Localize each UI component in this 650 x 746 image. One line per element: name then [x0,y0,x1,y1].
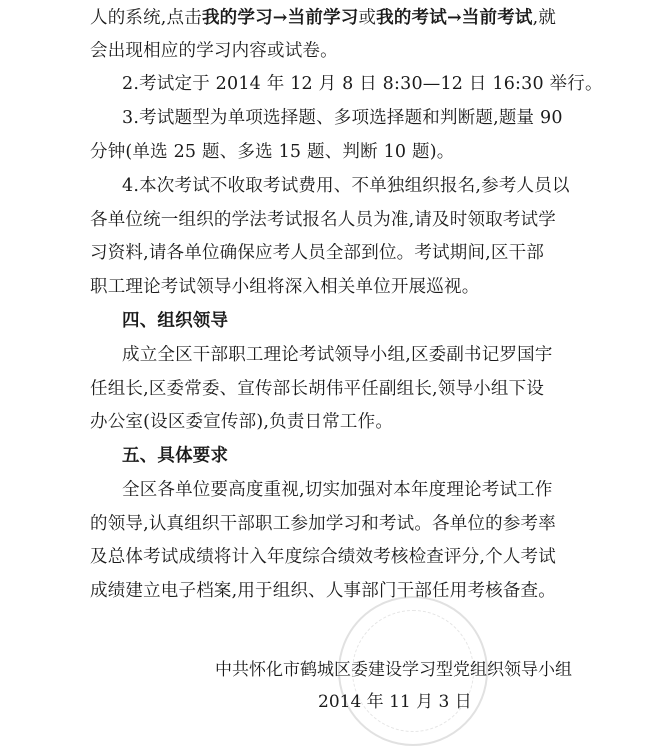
text-run: 或 [358,8,377,28]
body-line-1 [90,6,650,30]
text-run: 人的系统,点击 [90,8,202,28]
body-line-5: 分钟(单选 25 题、多选 15 题、判断 10 题)。 [90,142,455,162]
body-line-10: 成立全区干部职工理论考试领导小组,区委副书记罗国宇 [122,345,553,365]
section-heading-5: 五、具体要求 [122,446,229,466]
body-line-2: 会出现相应的学习内容或试卷。 [90,41,338,61]
bold-run-my-study: 我的学习→当前学习 [201,8,359,28]
item-3-question-types: 3.考试题型为单项选择题、多项选择题和判断题,题量 90 [122,108,563,128]
signature-org: 中共怀化市鹤城区委建设学习型党组织领导小组 [215,660,572,680]
bold-run-my-exam: 我的考试→当前考试 [376,8,533,28]
body-line-7: 各单位统一组织的学法考试报名人员为准,请及时领取考试学 [90,210,556,230]
body-line-14: 的领导,认真组织干部职工参加学习和考试。各单位的参考率 [90,514,556,534]
body-line-15: 及总体考试成绩将计入年度综合绩效考核检查评分,个人考试 [90,547,556,567]
body-line-8: 习资料,请各单位确保应考人员全部到位。考试期间,区干部 [90,243,545,263]
text-run: ,就 [532,8,557,28]
signature-date: 2014 年 11 月 3 日 [318,692,472,712]
item-2-exam-time: 2.考试定于 2014 年 12 月 8 日 8:30—12 日 16:30 举行。 [122,74,603,94]
item-4-registration: 4.本次考试不收取考试费用、不单独组织报名,参考人员以 [122,176,570,196]
section-heading-4: 四、组织领导 [122,311,229,331]
body-line-13: 全区各单位要高度重视,切实加强对本年度理论考试工作 [122,480,553,500]
body-line-16: 成绩建立电子档案,用于组织、人事部门干部任用考核备查。 [90,581,556,601]
body-line-9: 职工理论考试领导小组将深入相关单位开展巡视。 [90,277,480,297]
body-line-12: 办公室(设区委宣传部),负责日常工作。 [90,412,394,432]
body-line-11: 任组长,区委常委、宣传部长胡伟平任副组长,领导小组下设 [90,379,545,399]
